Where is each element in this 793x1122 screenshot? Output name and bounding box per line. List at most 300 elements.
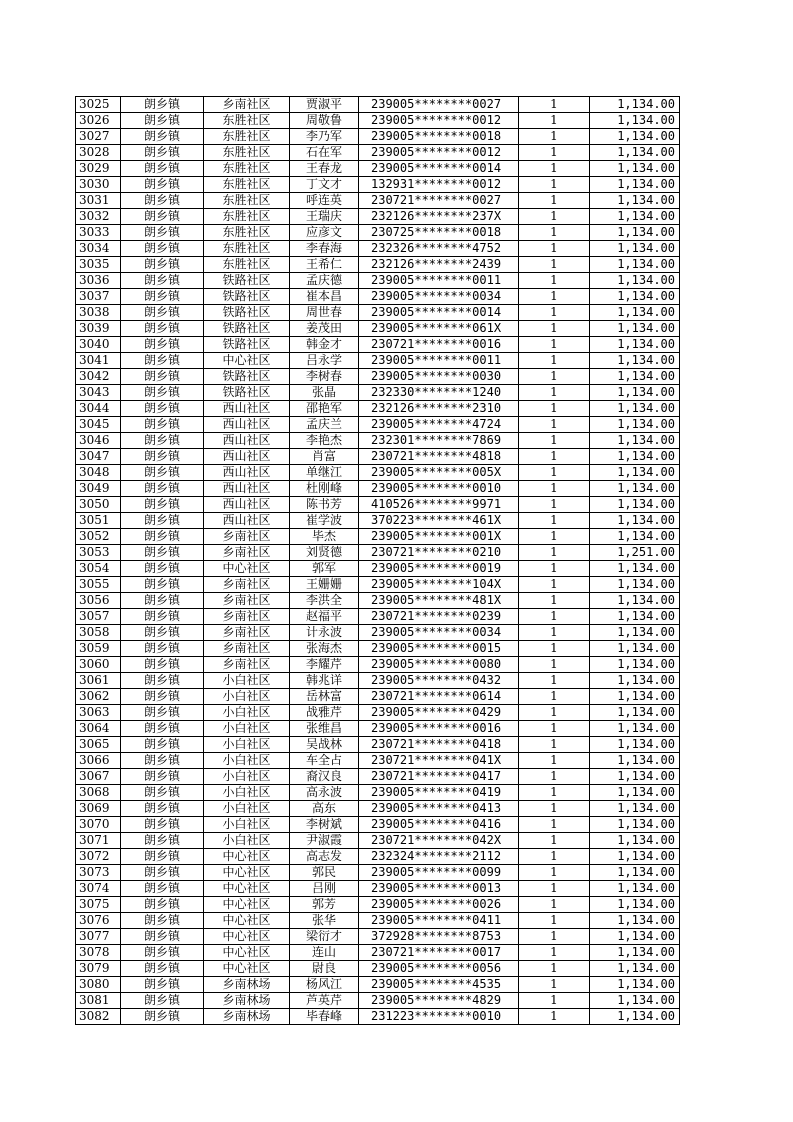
row-number: 3037 <box>76 289 121 305</box>
community-cell: 西山社区 <box>204 401 290 417</box>
name-cell: 石在军 <box>290 145 359 161</box>
id-number-cell: 231223********0010 <box>359 1009 519 1025</box>
row-number: 3058 <box>76 625 121 641</box>
table-row <box>76 961 680 977</box>
name-cell: 郭芳 <box>290 897 359 913</box>
town-cell: 朗乡镇 <box>121 769 204 785</box>
table-row <box>76 657 680 673</box>
community-cell: 东胜社区 <box>204 209 290 225</box>
name-cell: 李耀芹 <box>290 657 359 673</box>
data-table <box>75 96 680 1025</box>
town-cell: 朗乡镇 <box>121 97 204 113</box>
table-row <box>76 145 680 161</box>
count-cell: 1 <box>519 961 590 977</box>
name-cell: 孟庆德 <box>290 273 359 289</box>
count-cell: 1 <box>519 641 590 657</box>
town-cell: 朗乡镇 <box>121 785 204 801</box>
count-cell: 1 <box>519 865 590 881</box>
table-row <box>76 545 680 561</box>
amount-cell: 1,134.00 <box>590 401 680 417</box>
community-cell: 乡南社区 <box>204 609 290 625</box>
table-row <box>76 929 680 945</box>
amount-cell: 1,134.00 <box>590 385 680 401</box>
row-number: 3045 <box>76 417 121 433</box>
id-number-cell: 239005********0034 <box>359 625 519 641</box>
community-cell: 铁路社区 <box>204 305 290 321</box>
amount-cell: 1,134.00 <box>590 561 680 577</box>
id-number-cell: 230721********0614 <box>359 689 519 705</box>
amount-cell: 1,134.00 <box>590 721 680 737</box>
row-number: 3052 <box>76 529 121 545</box>
id-number-cell: 232126********237X <box>359 209 519 225</box>
community-cell: 西山社区 <box>204 465 290 481</box>
count-cell: 1 <box>519 401 590 417</box>
row-number: 3029 <box>76 161 121 177</box>
row-number: 3070 <box>76 817 121 833</box>
row-number: 3032 <box>76 209 121 225</box>
town-cell: 朗乡镇 <box>121 865 204 881</box>
id-number-cell: 232326********4752 <box>359 241 519 257</box>
id-number-cell: 230721********0417 <box>359 769 519 785</box>
amount-cell: 1,134.00 <box>590 945 680 961</box>
community-cell: 中心社区 <box>204 881 290 897</box>
name-cell: 应彦文 <box>290 225 359 241</box>
count-cell: 1 <box>519 257 590 273</box>
community-cell: 乡南社区 <box>204 577 290 593</box>
id-number-cell: 239005********0419 <box>359 785 519 801</box>
row-number: 3047 <box>76 449 121 465</box>
community-cell: 西山社区 <box>204 497 290 513</box>
count-cell: 1 <box>519 721 590 737</box>
community-cell: 小白社区 <box>204 801 290 817</box>
table-row <box>76 161 680 177</box>
community-cell: 铁路社区 <box>204 369 290 385</box>
community-cell: 小白社区 <box>204 737 290 753</box>
amount-cell: 1,134.00 <box>590 993 680 1009</box>
amount-cell: 1,134.00 <box>590 577 680 593</box>
amount-cell: 1,134.00 <box>590 241 680 257</box>
count-cell: 1 <box>519 225 590 241</box>
row-number: 3077 <box>76 929 121 945</box>
town-cell: 朗乡镇 <box>121 161 204 177</box>
id-number-cell: 232126********2439 <box>359 257 519 273</box>
table-row <box>76 305 680 321</box>
count-cell: 1 <box>519 465 590 481</box>
row-number: 3064 <box>76 721 121 737</box>
id-number-cell: 230721********0239 <box>359 609 519 625</box>
name-cell: 高永波 <box>290 785 359 801</box>
amount-cell: 1,134.00 <box>590 593 680 609</box>
amount-cell: 1,134.00 <box>590 785 680 801</box>
community-cell: 乡南社区 <box>204 545 290 561</box>
id-number-cell: 239005********0010 <box>359 481 519 497</box>
community-cell: 东胜社区 <box>204 257 290 273</box>
community-cell: 中心社区 <box>204 353 290 369</box>
row-number: 3026 <box>76 113 121 129</box>
amount-cell: 1,134.00 <box>590 161 680 177</box>
name-cell: 尉良 <box>290 961 359 977</box>
id-number-cell: 132931********0012 <box>359 177 519 193</box>
amount-cell: 1,134.00 <box>590 865 680 881</box>
id-number-cell: 239005********0012 <box>359 113 519 129</box>
table-row <box>76 721 680 737</box>
row-number: 3062 <box>76 689 121 705</box>
name-cell: 邵艳军 <box>290 401 359 417</box>
id-number-cell: 239005********0429 <box>359 705 519 721</box>
row-number: 3033 <box>76 225 121 241</box>
table-row <box>76 481 680 497</box>
table-row <box>76 193 680 209</box>
name-cell: 毕杰 <box>290 529 359 545</box>
table-row <box>76 753 680 769</box>
id-number-cell: 232126********2310 <box>359 401 519 417</box>
count-cell: 1 <box>519 705 590 721</box>
name-cell: 周敬鲁 <box>290 113 359 129</box>
town-cell: 朗乡镇 <box>121 833 204 849</box>
table-row <box>76 913 680 929</box>
row-number: 3025 <box>76 97 121 113</box>
id-number-cell: 230721********0017 <box>359 945 519 961</box>
row-number: 3034 <box>76 241 121 257</box>
count-cell: 1 <box>519 481 590 497</box>
amount-cell: 1,134.00 <box>590 737 680 753</box>
community-cell: 乡南林场 <box>204 993 290 1009</box>
row-number: 3059 <box>76 641 121 657</box>
row-number: 3043 <box>76 385 121 401</box>
table-row <box>76 945 680 961</box>
amount-cell: 1,134.00 <box>590 225 680 241</box>
community-cell: 东胜社区 <box>204 193 290 209</box>
community-cell: 小白社区 <box>204 833 290 849</box>
town-cell: 朗乡镇 <box>121 177 204 193</box>
id-number-cell: 239005********061X <box>359 321 519 337</box>
row-number: 3044 <box>76 401 121 417</box>
town-cell: 朗乡镇 <box>121 881 204 897</box>
count-cell: 1 <box>519 545 590 561</box>
name-cell: 岳林富 <box>290 689 359 705</box>
id-number-cell: 410526********9971 <box>359 497 519 513</box>
town-cell: 朗乡镇 <box>121 465 204 481</box>
table-row <box>76 817 680 833</box>
town-cell: 朗乡镇 <box>121 977 204 993</box>
name-cell: 张华 <box>290 913 359 929</box>
name-cell: 呼连英 <box>290 193 359 209</box>
amount-cell: 1,134.00 <box>590 689 680 705</box>
row-number: 3031 <box>76 193 121 209</box>
name-cell: 裔汉良 <box>290 769 359 785</box>
row-number: 3061 <box>76 673 121 689</box>
name-cell: 连山 <box>290 945 359 961</box>
count-cell: 1 <box>519 145 590 161</box>
row-number: 3072 <box>76 849 121 865</box>
table-row <box>76 641 680 657</box>
community-cell: 铁路社区 <box>204 273 290 289</box>
name-cell: 梁衍才 <box>290 929 359 945</box>
table-row <box>76 801 680 817</box>
id-number-cell: 239005********0012 <box>359 145 519 161</box>
table-row <box>76 833 680 849</box>
community-cell: 铁路社区 <box>204 385 290 401</box>
row-number: 3082 <box>76 1009 121 1025</box>
town-cell: 朗乡镇 <box>121 353 204 369</box>
count-cell: 1 <box>519 289 590 305</box>
count-cell: 1 <box>519 385 590 401</box>
name-cell: 赵福平 <box>290 609 359 625</box>
amount-cell: 1,134.00 <box>590 129 680 145</box>
table-row <box>76 129 680 145</box>
table-row <box>76 417 680 433</box>
amount-cell: 1,134.00 <box>590 929 680 945</box>
community-cell: 铁路社区 <box>204 289 290 305</box>
town-cell: 朗乡镇 <box>121 145 204 161</box>
row-number: 3066 <box>76 753 121 769</box>
amount-cell: 1,134.00 <box>590 273 680 289</box>
id-number-cell: 239005********005X <box>359 465 519 481</box>
town-cell: 朗乡镇 <box>121 225 204 241</box>
row-number: 3063 <box>76 705 121 721</box>
town-cell: 朗乡镇 <box>121 913 204 929</box>
name-cell: 高志发 <box>290 849 359 865</box>
amount-cell: 1,134.00 <box>590 353 680 369</box>
town-cell: 朗乡镇 <box>121 737 204 753</box>
count-cell: 1 <box>519 833 590 849</box>
amount-cell: 1,134.00 <box>590 369 680 385</box>
table-row <box>76 577 680 593</box>
amount-cell: 1,134.00 <box>590 625 680 641</box>
id-number-cell: 239005********0014 <box>359 161 519 177</box>
amount-cell: 1,134.00 <box>590 641 680 657</box>
name-cell: 毕春峰 <box>290 1009 359 1025</box>
id-number-cell: 239005********0411 <box>359 913 519 929</box>
community-cell: 小白社区 <box>204 817 290 833</box>
town-cell: 朗乡镇 <box>121 545 204 561</box>
id-number-cell: 370223********461X <box>359 513 519 529</box>
id-number-cell: 230721********0027 <box>359 193 519 209</box>
id-number-cell: 239005********0027 <box>359 97 519 113</box>
id-number-cell: 239005********481X <box>359 593 519 609</box>
town-cell: 朗乡镇 <box>121 625 204 641</box>
town-cell: 朗乡镇 <box>121 561 204 577</box>
count-cell: 1 <box>519 801 590 817</box>
community-cell: 中心社区 <box>204 929 290 945</box>
id-number-cell: 239005********0019 <box>359 561 519 577</box>
id-number-cell: 230721********042X <box>359 833 519 849</box>
id-number-cell: 239005********0080 <box>359 657 519 673</box>
community-cell: 东胜社区 <box>204 113 290 129</box>
amount-cell: 1,134.00 <box>590 817 680 833</box>
town-cell: 朗乡镇 <box>121 481 204 497</box>
id-number-cell: 239005********0030 <box>359 369 519 385</box>
community-cell: 中心社区 <box>204 849 290 865</box>
id-number-cell: 239005********0432 <box>359 673 519 689</box>
community-cell: 乡南社区 <box>204 641 290 657</box>
town-cell: 朗乡镇 <box>121 129 204 145</box>
count-cell: 1 <box>519 785 590 801</box>
row-number: 3053 <box>76 545 121 561</box>
count-cell: 1 <box>519 993 590 1009</box>
name-cell: 车全占 <box>290 753 359 769</box>
count-cell: 1 <box>519 625 590 641</box>
table-row <box>76 241 680 257</box>
community-cell: 小白社区 <box>204 721 290 737</box>
name-cell: 王瑞庆 <box>290 209 359 225</box>
table-row <box>76 321 680 337</box>
name-cell: 王希仁 <box>290 257 359 273</box>
table-row <box>76 593 680 609</box>
id-number-cell: 230721********4818 <box>359 449 519 465</box>
town-cell: 朗乡镇 <box>121 337 204 353</box>
community-cell: 乡南社区 <box>204 657 290 673</box>
row-number: 3056 <box>76 593 121 609</box>
town-cell: 朗乡镇 <box>121 673 204 689</box>
table-row <box>76 705 680 721</box>
amount-cell: 1,134.00 <box>590 497 680 513</box>
count-cell: 1 <box>519 593 590 609</box>
amount-cell: 1,134.00 <box>590 977 680 993</box>
table-row <box>76 689 680 705</box>
count-cell: 1 <box>519 513 590 529</box>
amount-cell: 1,134.00 <box>590 609 680 625</box>
id-number-cell: 239005********0016 <box>359 721 519 737</box>
amount-cell: 1,134.00 <box>590 753 680 769</box>
count-cell: 1 <box>519 273 590 289</box>
name-cell: 韩兆详 <box>290 673 359 689</box>
community-cell: 东胜社区 <box>204 177 290 193</box>
amount-cell: 1,134.00 <box>590 705 680 721</box>
town-cell: 朗乡镇 <box>121 305 204 321</box>
town-cell: 朗乡镇 <box>121 577 204 593</box>
row-number: 3073 <box>76 865 121 881</box>
town-cell: 朗乡镇 <box>121 385 204 401</box>
amount-cell: 1,134.00 <box>590 769 680 785</box>
row-number: 3051 <box>76 513 121 529</box>
count-cell: 1 <box>519 321 590 337</box>
town-cell: 朗乡镇 <box>121 593 204 609</box>
town-cell: 朗乡镇 <box>121 193 204 209</box>
name-cell: 吕刚 <box>290 881 359 897</box>
table-row <box>76 113 680 129</box>
row-number: 3067 <box>76 769 121 785</box>
amount-cell: 1,134.00 <box>590 321 680 337</box>
id-number-cell: 239005********0034 <box>359 289 519 305</box>
community-cell: 东胜社区 <box>204 225 290 241</box>
row-number: 3068 <box>76 785 121 801</box>
count-cell: 1 <box>519 849 590 865</box>
count-cell: 1 <box>519 753 590 769</box>
name-cell: 尹淑霞 <box>290 833 359 849</box>
row-number: 3065 <box>76 737 121 753</box>
row-number: 3041 <box>76 353 121 369</box>
count-cell: 1 <box>519 913 590 929</box>
amount-cell: 1,134.00 <box>590 529 680 545</box>
amount-cell: 1,134.00 <box>590 337 680 353</box>
community-cell: 乡南社区 <box>204 593 290 609</box>
community-cell: 西山社区 <box>204 481 290 497</box>
id-number-cell: 239005********0416 <box>359 817 519 833</box>
table-row <box>76 225 680 241</box>
amount-cell: 1,134.00 <box>590 97 680 113</box>
id-number-cell: 239005********0011 <box>359 353 519 369</box>
row-number: 3079 <box>76 961 121 977</box>
town-cell: 朗乡镇 <box>121 257 204 273</box>
name-cell: 郭军 <box>290 561 359 577</box>
name-cell: 计永波 <box>290 625 359 641</box>
id-number-cell: 230721********041X <box>359 753 519 769</box>
table-row <box>76 433 680 449</box>
amount-cell: 1,134.00 <box>590 305 680 321</box>
amount-cell: 1,134.00 <box>590 289 680 305</box>
name-cell: 单继江 <box>290 465 359 481</box>
id-number-cell: 239005********001X <box>359 529 519 545</box>
town-cell: 朗乡镇 <box>121 609 204 625</box>
table-row <box>76 289 680 305</box>
count-cell: 1 <box>519 433 590 449</box>
amount-cell: 1,134.00 <box>590 673 680 689</box>
id-number-cell: 230721********0210 <box>359 545 519 561</box>
row-number: 3035 <box>76 257 121 273</box>
amount-cell: 1,134.00 <box>590 449 680 465</box>
town-cell: 朗乡镇 <box>121 849 204 865</box>
town-cell: 朗乡镇 <box>121 241 204 257</box>
id-number-cell: 230721********0016 <box>359 337 519 353</box>
table-row <box>76 97 680 113</box>
community-cell: 小白社区 <box>204 705 290 721</box>
id-number-cell: 232330********1240 <box>359 385 519 401</box>
amount-cell: 1,134.00 <box>590 913 680 929</box>
community-cell: 小白社区 <box>204 753 290 769</box>
id-number-cell: 239005********104X <box>359 577 519 593</box>
row-number: 3036 <box>76 273 121 289</box>
amount-cell: 1,134.00 <box>590 465 680 481</box>
row-number: 3048 <box>76 465 121 481</box>
count-cell: 1 <box>519 161 590 177</box>
community-cell: 小白社区 <box>204 673 290 689</box>
town-cell: 朗乡镇 <box>121 705 204 721</box>
id-number-cell: 239005********0056 <box>359 961 519 977</box>
town-cell: 朗乡镇 <box>121 897 204 913</box>
row-number: 3078 <box>76 945 121 961</box>
row-number: 3030 <box>76 177 121 193</box>
table-row <box>76 993 680 1009</box>
count-cell: 1 <box>519 689 590 705</box>
name-cell: 姜茂田 <box>290 321 359 337</box>
table-row <box>76 337 680 353</box>
table-row <box>76 609 680 625</box>
amount-cell: 1,134.00 <box>590 177 680 193</box>
count-cell: 1 <box>519 609 590 625</box>
table-row <box>76 177 680 193</box>
name-cell: 刘贤德 <box>290 545 359 561</box>
amount-cell: 1,134.00 <box>590 433 680 449</box>
count-cell: 1 <box>519 305 590 321</box>
name-cell: 丁文才 <box>290 177 359 193</box>
amount-cell: 1,134.00 <box>590 481 680 497</box>
community-cell: 乡南林场 <box>204 977 290 993</box>
amount-cell: 1,134.00 <box>590 513 680 529</box>
amount-cell: 1,134.00 <box>590 209 680 225</box>
name-cell: 芦英芹 <box>290 993 359 1009</box>
amount-cell: 1,134.00 <box>590 833 680 849</box>
id-number-cell: 230721********0418 <box>359 737 519 753</box>
id-number-cell: 239005********4535 <box>359 977 519 993</box>
community-cell: 中心社区 <box>204 945 290 961</box>
table-row <box>76 881 680 897</box>
count-cell: 1 <box>519 577 590 593</box>
town-cell: 朗乡镇 <box>121 753 204 769</box>
community-cell: 小白社区 <box>204 785 290 801</box>
amount-cell: 1,134.00 <box>590 145 680 161</box>
town-cell: 朗乡镇 <box>121 961 204 977</box>
